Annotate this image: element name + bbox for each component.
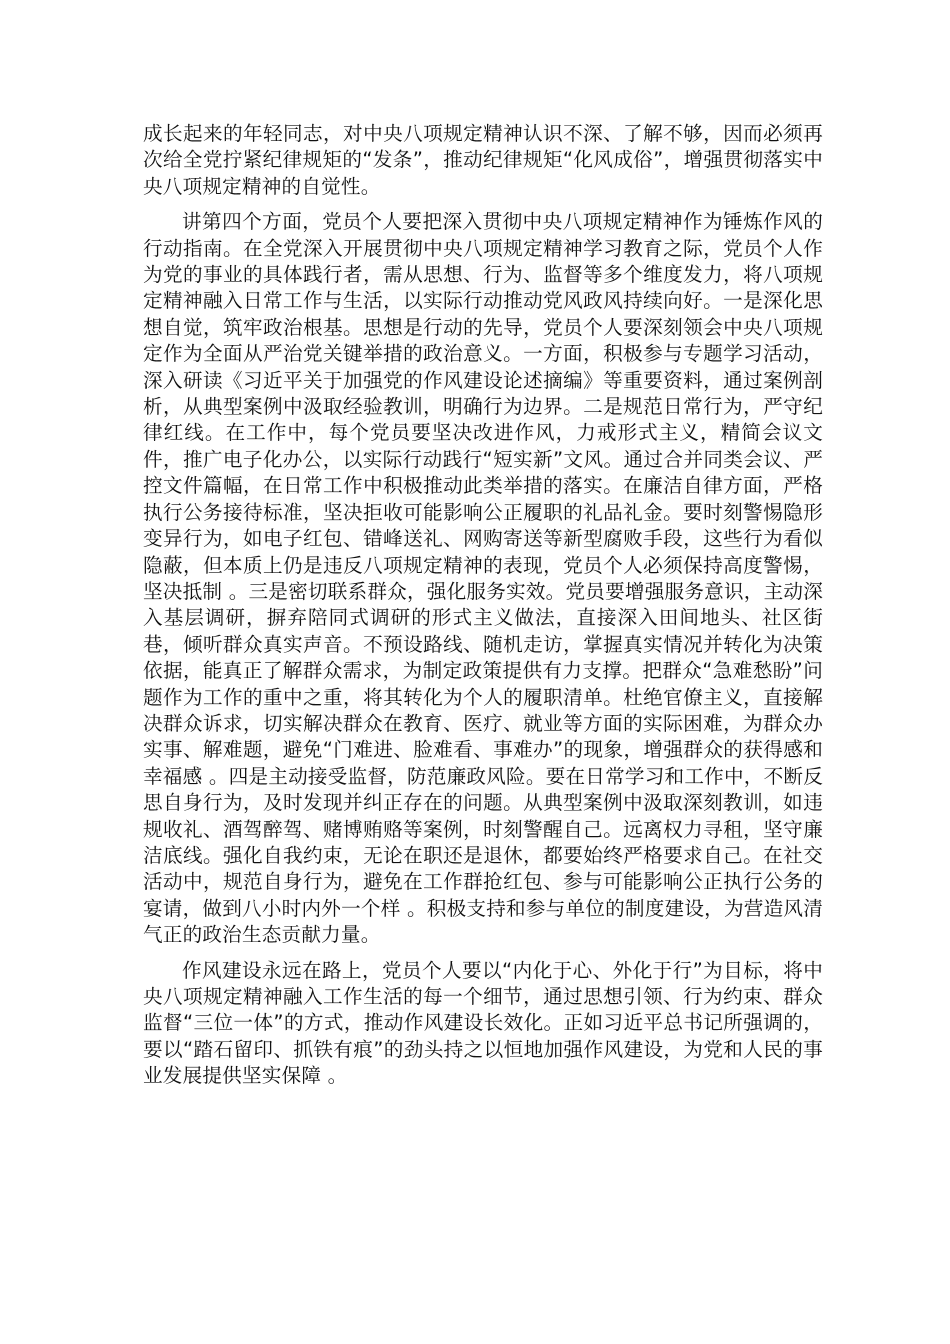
document-body [143, 121, 823, 1090]
paragraph-fourth-aspect: 讲第四个方面，党员个人要把深入贯彻中央八项规定精神作为锤炼作风的行动指南。在全党深入开展贯彻中央八项规定精神学习教育之际，党员个人作为党的事业的具体践行者，需从思想、行为、监督等多个维度发力，将八项规定精神融入日常工作与生活，以实际行动推动党风政风持续向好。一是深化思想自觉，筑牢政治根基。思想是行动的先导，党员个人要深刻领会中央八项规定作为全面从严治党关键举措的政治意义。一方面，积极参与专题学习活动，深入研读《习近平关于加强党的作风建设论述摘编》等重要资料，通过案例剖析，从典型案例中汲取经验教训，明确行为边界。二是规范日常行为，严守纪律红线。在工作中，每个党员要坚决改进作风，力戒形式主义，精简会议文件，推广电子化办公，以实际行动践行“短实新”文风。通过合并同类会议、严控文件篇幅，在日常工作中积极推动此类举措的落实。在廉洁自律方面，严格执行公务接待标准，坚决拒收可能影响公正履职的礼品礼金。要时刻警惕隐形变异行为，如电子红包、错峰送礼、网购寄送等新型腐败手段，这些行为看似隐蔽，但本质上仍是违反八项规定精神的表现，党员个人必须保持高度警惕，坚决抵制 。三是密切联系群众，强化服务实效。党员要增强服务意识，主动深入基层调研，摒弃陪同式调研的形式主义做法，直接深入田间地头、社区街巷，倾听群众真实声音。不预设路线、随机走访，掌握真实情况并转化为决策依据，能真正了解群众需求，为制定政策提供有力支撑。把群众“急难愁盼”问题作为工作的重中之重，将其转化为个人的履职清单。杜绝官僚主义，直接解决群众诉求，切实解决群众在教育、医疗、就业等方面的实际困难，为群众办实事、解难题，避免“门难进、脸难看、事难办”的现象，增强群众的获得感和幸福感 。四是主动接受监督，防范廉政风险。要在日常学习和工作中，不断反思自身行为，及时发现并纠正存在的问题。从典型案例中汲取深刻教训，如违规收礼、酒驾醉驾、赌博贿赂等案例，时刻警醒自己。远离权力寻租，坚守廉洁底线。强化自我约束，无论在职还是退休，都要始终严格要求自己。在社交活动中，规范自身行为，避免在工作群抢红包、参与可能影响公正执行公务的宴请，做到八小时内外一个样 。积极支持和参与单位的制度建设，为营造风清气正的政治生态贡献力量。 [143, 210, 823, 947]
paragraph-continuation: 成长起来的年轻同志，对中央八项规定精神认识不深、了解不够，因而必须再次给全党拧紧纪律规矩的“发条”，推动纪律规矩“化风成俗”，增强贯彻落实中央八项规定精神的自觉性。 [143, 122, 823, 198]
paragraph-conclusion: 作风建设永远在路上，党员个人要以“内化于心、外化于行”为目标，将中央八项规定精神融入工作生活的每一个细节，通过思想引领、行为约束、群众监督“三位一体”的方式，推动作风建设长效化。正如习近平总书记所强调的，要以“踏石留印、抓铁有痕”的劲头持之以恒地加强作风建设，为党和人民的事业发展提供坚实保障 。 [143, 958, 823, 1088]
